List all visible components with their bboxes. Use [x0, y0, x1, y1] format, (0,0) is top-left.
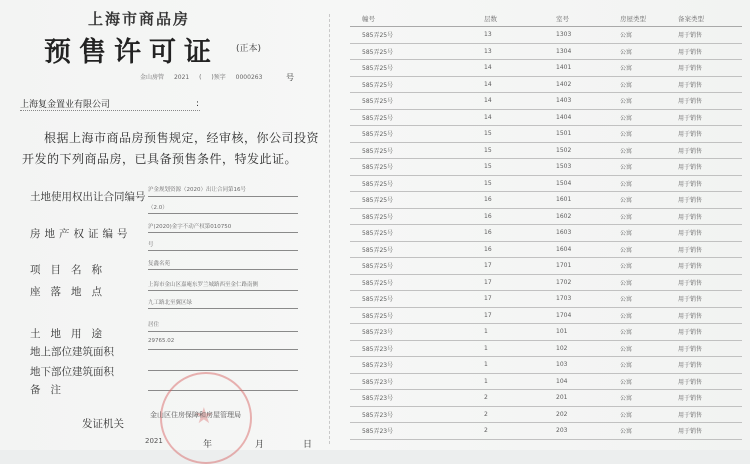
cell-building: 585弄23号 — [362, 411, 394, 419]
cell-filing-type: 用于销售 — [678, 180, 703, 188]
permit-number-suffix: 号 — [286, 73, 294, 82]
cell-filing-type: 用于销售 — [678, 279, 703, 287]
cell-building: 585弄25号 — [362, 180, 394, 188]
table-row — [350, 60, 742, 77]
company-name: 上海复金置业有限公司 — [20, 100, 111, 110]
header-room: 室号 — [556, 15, 569, 23]
cell-filing-type: 用于销售 — [678, 345, 703, 353]
cell-filing-type: 用于销售 — [678, 98, 703, 106]
cell-room: 1303 — [556, 31, 572, 39]
cell-filing-type: 用于销售 — [678, 230, 703, 238]
cell-floor: 17 — [484, 262, 492, 270]
cell-filing-type: 用于销售 — [678, 296, 703, 304]
main-title: 预售许可证 — [44, 37, 219, 68]
table-row — [350, 209, 742, 226]
cell-filing-type: 用于销售 — [678, 362, 703, 370]
cell-room: 1701 — [556, 262, 572, 270]
issuer-name: 金山区住房保障和房屋管理局 — [150, 411, 241, 419]
cell-floor: 15 — [484, 130, 492, 138]
header-floor: 层数 — [484, 15, 497, 23]
cell-floor: 2 — [484, 394, 488, 402]
table-row — [350, 423, 742, 440]
table-header — [350, 13, 742, 27]
table-row — [350, 275, 742, 292]
cell-filing-type: 用于销售 — [678, 164, 703, 172]
date-month-char: 月 — [255, 440, 265, 450]
cell-floor: 17 — [484, 311, 492, 319]
cell-building: 585弄25号 — [362, 312, 394, 320]
cell-filing-type: 用于销售 — [678, 428, 703, 436]
permit-number-part: ( — [199, 74, 202, 81]
field-underline — [148, 232, 298, 233]
cell-floor: 13 — [484, 31, 492, 39]
table-row — [350, 341, 742, 358]
cell-building: 585弄25号 — [362, 48, 394, 56]
cell-house-type: 公寓 — [620, 263, 633, 271]
table-row — [350, 143, 742, 160]
cell-filing-type: 用于销售 — [678, 213, 703, 221]
cell-house-type: 公寓 — [620, 395, 633, 403]
cell-building: 585弄23号 — [362, 378, 394, 386]
permit-number-part: )预字 — [211, 74, 226, 81]
field-underline — [148, 308, 298, 309]
cell-house-type: 公寓 — [620, 164, 633, 172]
date-year: 2021 — [145, 437, 163, 445]
cell-building: 585弄25号 — [362, 114, 394, 122]
cell-house-type: 公寓 — [620, 362, 633, 370]
cell-filing-type: 用于销售 — [678, 197, 703, 205]
cell-room: 1401 — [556, 64, 572, 72]
cell-floor: 14 — [484, 113, 492, 121]
header-house-type: 房屋类型 — [620, 15, 646, 23]
field-label-project-name: 项目名称 — [30, 264, 112, 276]
cell-house-type: 公寓 — [620, 65, 633, 73]
field-underline — [148, 331, 298, 332]
cell-room: 1504 — [556, 179, 572, 187]
cell-room: 1703 — [556, 295, 572, 303]
cell-floor: 15 — [484, 179, 492, 187]
table-row — [350, 93, 742, 110]
cell-room: 202 — [556, 410, 568, 418]
table-row — [350, 308, 742, 325]
header-filing-type: 备案类型 — [678, 15, 704, 23]
date-year-char: 年 — [203, 440, 213, 450]
header-building: 幢号 — [362, 15, 375, 23]
table-row — [350, 291, 742, 308]
cell-building: 585弄23号 — [362, 395, 394, 403]
cell-filing-type: 用于销售 — [678, 411, 703, 419]
cell-building: 585弄25号 — [362, 131, 394, 139]
volume-note: (正本) — [236, 44, 262, 54]
cell-house-type: 公寓 — [620, 197, 633, 205]
cell-room: 1602 — [556, 212, 572, 220]
cell-building: 585弄23号 — [362, 345, 394, 353]
cell-floor: 15 — [484, 146, 492, 154]
field-label-location: 座落地点 — [30, 286, 112, 298]
cell-building: 585弄25号 — [362, 230, 394, 238]
permit-number-part: 金山房管 — [140, 74, 165, 81]
table-row — [350, 176, 742, 193]
cell-floor: 14 — [484, 97, 492, 105]
table-row — [350, 44, 742, 61]
cell-room: 201 — [556, 394, 568, 402]
cell-house-type: 公寓 — [620, 230, 633, 238]
field-value-land-use: 居住 — [148, 322, 160, 328]
cell-house-type: 公寓 — [620, 378, 633, 386]
certificate-paragraph: 根据上海市商品房预售规定，经审核，你公司投资开发的下列商品房，已具备预售条件，特发此证。 — [22, 131, 320, 166]
cell-filing-type: 用于销售 — [678, 131, 703, 139]
permit-number — [140, 72, 270, 81]
cell-building: 585弄25号 — [362, 279, 394, 287]
table-body — [350, 27, 742, 440]
permit-number-part: 2021 — [173, 74, 190, 81]
cell-room: 1704 — [556, 311, 572, 319]
table-row — [350, 242, 742, 259]
cell-floor: 1 — [484, 344, 488, 352]
field-label-below-ground-area: 地下部位建筑面积 — [30, 366, 114, 378]
cell-room: 1604 — [556, 245, 572, 253]
cell-house-type: 公寓 — [620, 312, 633, 320]
cell-filing-type: 用于销售 — [678, 329, 703, 337]
cell-building: 585弄25号 — [362, 246, 394, 254]
cell-filing-type: 用于销售 — [678, 65, 703, 73]
field-underline — [148, 290, 298, 291]
field-underline — [148, 269, 298, 270]
cell-room: 103 — [556, 361, 568, 369]
cell-filing-type: 用于销售 — [678, 81, 703, 89]
table-row — [350, 374, 742, 391]
cell-room: 1304 — [556, 47, 572, 55]
field-value-location-2: 九工路北至翼区绿 — [148, 300, 193, 306]
cell-house-type: 公寓 — [620, 114, 633, 122]
certificate-panel — [0, 0, 330, 450]
cell-house-type: 公寓 — [620, 329, 633, 337]
cell-building: 585弄23号 — [362, 428, 394, 436]
city-title: 上海市商品房 — [88, 10, 191, 28]
cell-floor: 16 — [484, 245, 492, 253]
company-underline — [20, 110, 200, 111]
cell-floor: 16 — [484, 196, 492, 204]
cell-room: 1603 — [556, 229, 572, 237]
field-underline — [148, 250, 298, 251]
cell-house-type: 公寓 — [620, 345, 633, 353]
field-underline — [148, 349, 298, 350]
table-row — [350, 126, 742, 143]
table-row — [350, 192, 742, 209]
cell-floor: 13 — [484, 47, 492, 55]
field-value-property-cert: 沪(2020)金字不动产权第010750 — [148, 224, 232, 230]
field-label-property-cert: 房地产权证编号 — [30, 228, 132, 240]
table-row — [350, 110, 742, 127]
company-colon: : — [196, 99, 200, 109]
cell-filing-type: 用于销售 — [678, 312, 703, 320]
field-underline — [148, 196, 298, 197]
field-value-above-ground-area: 29765.02 — [148, 338, 175, 344]
cell-house-type: 公寓 — [620, 213, 633, 221]
cell-filing-type: 用于销售 — [678, 48, 703, 56]
field-value-location: 上海市金山区嘉庵东罗兰城路西至金仁路南侧 — [148, 282, 259, 288]
cell-building: 585弄25号 — [362, 296, 394, 304]
field-label-above-ground-area: 地上部位建筑面积 — [30, 346, 114, 358]
cell-floor: 1 — [484, 328, 488, 336]
cell-building: 585弄25号 — [362, 81, 394, 89]
cell-room: 102 — [556, 344, 568, 352]
cell-room: 1501 — [556, 130, 572, 138]
cell-house-type: 公寓 — [620, 48, 633, 56]
cell-building: 585弄25号 — [362, 164, 394, 172]
field-underline — [148, 213, 298, 214]
cell-house-type: 公寓 — [620, 180, 633, 188]
cell-floor: 1 — [484, 377, 488, 385]
cell-filing-type: 用于销售 — [678, 395, 703, 403]
table-row — [350, 225, 742, 242]
cell-building: 585弄25号 — [362, 213, 394, 221]
cell-filing-type: 用于销售 — [678, 246, 703, 254]
cell-filing-type: 用于销售 — [678, 114, 703, 122]
cell-building: 585弄25号 — [362, 263, 394, 271]
cell-filing-type: 用于销售 — [678, 147, 703, 155]
field-value-project-name: 复鑫名苑 — [148, 261, 171, 267]
table-row — [350, 324, 742, 341]
fold-line — [329, 14, 330, 444]
cell-building: 585弄25号 — [362, 197, 394, 205]
cell-building: 585弄23号 — [362, 329, 394, 337]
cell-building: 585弄25号 — [362, 65, 394, 73]
cell-room: 101 — [556, 328, 568, 336]
field-label-remarks: 备注 — [30, 384, 71, 396]
cell-filing-type: 用于销售 — [678, 32, 703, 40]
cell-room: 1403 — [556, 97, 572, 105]
table-row — [350, 258, 742, 275]
cell-room: 1601 — [556, 196, 572, 204]
cell-house-type: 公寓 — [620, 279, 633, 287]
issuer-label: 发证机关 — [82, 418, 124, 430]
table-row — [350, 77, 742, 94]
cell-floor: 16 — [484, 212, 492, 220]
cell-room: 1503 — [556, 163, 572, 171]
table-row — [350, 407, 742, 424]
cell-house-type: 公寓 — [620, 296, 633, 304]
cell-house-type: 公寓 — [620, 246, 633, 254]
cell-room: 1502 — [556, 146, 572, 154]
table-row — [350, 159, 742, 176]
field-value-land-contract: 沪金规划资源（2020）出让合同第16号 — [148, 187, 246, 193]
cell-floor: 2 — [484, 410, 488, 418]
cell-floor: 2 — [484, 427, 488, 435]
cell-floor: 14 — [484, 64, 492, 72]
cell-house-type: 公寓 — [620, 411, 633, 419]
cell-building: 585弄23号 — [362, 362, 394, 370]
units-table — [350, 13, 742, 440]
cell-room: 104 — [556, 377, 568, 385]
cell-room: 1404 — [556, 113, 572, 121]
cell-filing-type: 用于销售 — [678, 263, 703, 271]
field-label-land-contract: 土地使用权出让合同编号 — [30, 191, 146, 203]
field-value-land-contract-2: （2.0） — [148, 205, 168, 211]
cell-room: 1702 — [556, 278, 572, 286]
cell-filing-type: 用于销售 — [678, 378, 703, 386]
cell-room: 1402 — [556, 80, 572, 88]
field-underline — [148, 370, 298, 371]
table-row — [350, 27, 742, 44]
cell-building: 585弄25号 — [362, 147, 394, 155]
cell-floor: 1 — [484, 361, 488, 369]
cell-house-type: 公寓 — [620, 81, 633, 89]
cell-building: 585弄25号 — [362, 32, 394, 40]
cell-house-type: 公寓 — [620, 98, 633, 106]
cell-house-type: 公寓 — [620, 32, 633, 40]
permit-number-part: 0000263 — [235, 74, 263, 81]
date-day-char: 日 — [303, 440, 313, 450]
cell-floor: 16 — [484, 229, 492, 237]
cell-house-type: 公寓 — [620, 131, 633, 139]
cell-floor: 15 — [484, 163, 492, 171]
cell-room: 203 — [556, 427, 568, 435]
cell-floor: 17 — [484, 295, 492, 303]
field-label-land-use: 土地用途 — [30, 328, 112, 340]
field-value-property-cert-2: 号 — [148, 242, 154, 248]
table-row — [350, 390, 742, 407]
cell-floor: 17 — [484, 278, 492, 286]
cell-building: 585弄25号 — [362, 98, 394, 106]
table-row — [350, 357, 742, 374]
cell-floor: 14 — [484, 80, 492, 88]
cell-house-type: 公寓 — [620, 147, 633, 155]
cell-house-type: 公寓 — [620, 428, 633, 436]
